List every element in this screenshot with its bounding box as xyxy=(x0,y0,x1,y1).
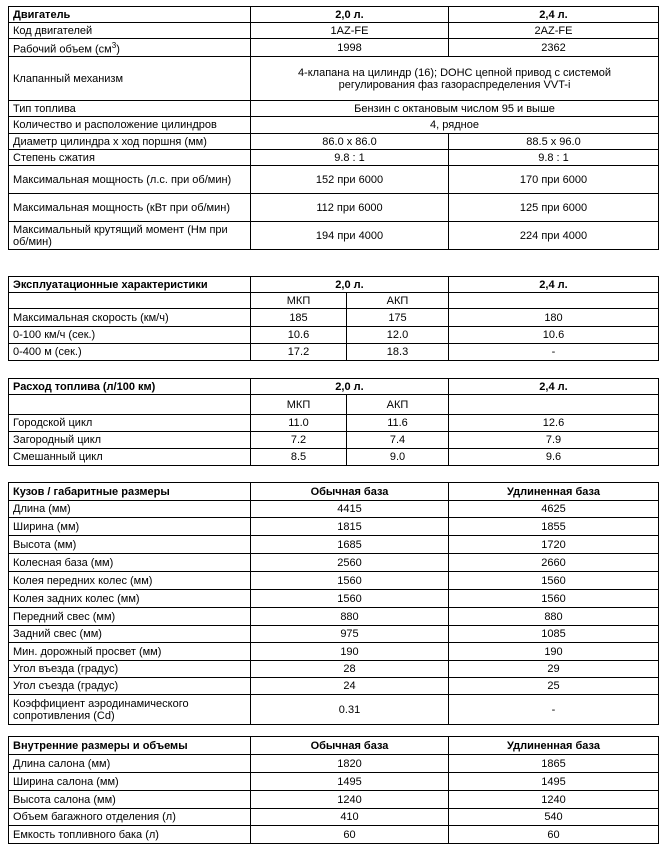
engine-table xyxy=(8,6,659,250)
table-header-row xyxy=(9,737,659,755)
row-label: Диаметр цилиндра х ход поршня (мм) xyxy=(9,134,251,150)
subheader-cell: АКП xyxy=(347,293,449,309)
row-label: 0-400 м (сек.) xyxy=(9,344,251,361)
cell: 0.31 xyxy=(251,695,449,725)
cell: 28 xyxy=(251,661,449,678)
cell: 1720 xyxy=(449,536,659,554)
cell: 10.6 xyxy=(449,327,659,344)
row-label: Колея передних колес (мм) xyxy=(9,572,251,590)
row-label: Коэффициент аэродинамического сопротивления (Cd) xyxy=(9,695,251,725)
cell: 17.2 xyxy=(251,344,347,361)
table-row xyxy=(9,309,659,327)
cell: 1560 xyxy=(449,590,659,608)
table-header-row xyxy=(9,483,659,501)
cell: 190 xyxy=(251,643,449,661)
table-row xyxy=(9,826,659,844)
cell: 4625 xyxy=(449,501,659,518)
cell: 1495 xyxy=(449,773,659,791)
row-label: Длина (мм) xyxy=(9,501,251,518)
table-row xyxy=(9,39,659,57)
table-row xyxy=(9,608,659,626)
header-cell: 2,0 л. xyxy=(251,379,449,395)
cell: 4415 xyxy=(251,501,449,518)
table-row xyxy=(9,222,659,250)
table-row xyxy=(9,415,659,432)
cell: 880 xyxy=(449,608,659,626)
cell: 190 xyxy=(449,643,659,661)
cell: 86.0 х 86.0 xyxy=(251,134,449,150)
row-label: Угол въезда (градус) xyxy=(9,661,251,678)
table-row xyxy=(9,809,659,826)
header-cell: Обычная база xyxy=(251,483,449,501)
table-row xyxy=(9,755,659,773)
row-label: Длина салона (мм) xyxy=(9,755,251,773)
cell: 29 xyxy=(449,661,659,678)
cell: 540 xyxy=(449,809,659,826)
cell: 9.6 xyxy=(449,449,659,466)
cell: 12.0 xyxy=(347,327,449,344)
header-cell: Расход топлива (л/100 км) xyxy=(9,379,251,395)
cell: 8.5 xyxy=(251,449,347,466)
row-label: Высота (мм) xyxy=(9,536,251,554)
header-cell: Эксплуатационные характеристики xyxy=(9,277,251,293)
cell: 1240 xyxy=(449,791,659,809)
table-row xyxy=(9,166,659,194)
cell: 125 при 6000 xyxy=(449,194,659,222)
table-row xyxy=(9,773,659,791)
cell xyxy=(449,395,659,415)
header-cell: 2,0 л. xyxy=(251,277,449,293)
subheader-cell: МКП xyxy=(251,293,347,309)
cell: 1560 xyxy=(251,590,449,608)
cell: - xyxy=(449,695,659,725)
cell: 1560 xyxy=(449,572,659,590)
row-label: Клапанный механизм xyxy=(9,57,251,101)
row-label: Тип топлива xyxy=(9,101,251,117)
cell: 1685 xyxy=(251,536,449,554)
cell xyxy=(9,395,251,415)
row-label xyxy=(9,39,251,57)
cell: 410 xyxy=(251,809,449,826)
cell: 1998 xyxy=(251,39,449,57)
table-row xyxy=(9,117,659,134)
cell: 25 xyxy=(449,678,659,695)
cell: 180 xyxy=(449,309,659,327)
subheader-cell: МКП xyxy=(251,395,347,415)
table-row xyxy=(9,432,659,449)
header-cell: 2,0 л. xyxy=(251,7,449,23)
cell: 975 xyxy=(251,626,449,643)
row-label: Загородный цикл xyxy=(9,432,251,449)
row-label: Смешанный цикл xyxy=(9,449,251,466)
cell xyxy=(449,293,659,309)
table-row xyxy=(9,518,659,536)
cell xyxy=(9,293,251,309)
label-text: ) xyxy=(116,43,120,56)
cell: 2AZ-FE xyxy=(449,23,659,39)
row-label: Максимальный крутящий момент (Нм при об/мин) xyxy=(9,222,251,250)
row-label: Объем багажного отделения (л) xyxy=(9,809,251,826)
table-row xyxy=(9,572,659,590)
row-label: Задний свес (мм) xyxy=(9,626,251,643)
cell: 170 при 6000 xyxy=(449,166,659,194)
cell: 2560 xyxy=(251,554,449,572)
cell: 4-клапана на цилиндр (16); DOHC цепной привод с системой регулирования фаз газораспределения VVT-i xyxy=(251,57,659,101)
header-cell: Кузов / габаритные размеры xyxy=(9,483,251,501)
cell: 11.6 xyxy=(347,415,449,432)
cell: 10.6 xyxy=(251,327,347,344)
table-row xyxy=(9,23,659,39)
superscript: 3 xyxy=(111,40,117,50)
cell: 9.0 xyxy=(347,449,449,466)
cell: 175 xyxy=(347,309,449,327)
table-row xyxy=(9,150,659,166)
interior-table xyxy=(8,736,659,844)
performance-table xyxy=(8,276,659,361)
table-row xyxy=(9,501,659,518)
cell: 1AZ-FE xyxy=(251,23,449,39)
table-row xyxy=(9,101,659,117)
row-label: Передний свес (мм) xyxy=(9,608,251,626)
row-label: Максимальная мощность (кВт при об/мин) xyxy=(9,194,251,222)
cell: 1240 xyxy=(251,791,449,809)
row-label: Максимальная скорость (км/ч) xyxy=(9,309,251,327)
header-cell: 2,4 л. xyxy=(449,379,659,395)
cell: 9.8 : 1 xyxy=(251,150,449,166)
cell: 185 xyxy=(251,309,347,327)
table-row xyxy=(9,791,659,809)
cell: 1855 xyxy=(449,518,659,536)
row-label: Угол съезда (градус) xyxy=(9,678,251,695)
subheader-cell: АКП xyxy=(347,395,449,415)
table-row xyxy=(9,643,659,661)
row-label: Колесная база (мм) xyxy=(9,554,251,572)
label-text: Рабочий объем (см xyxy=(13,43,112,56)
cell: 152 при 6000 xyxy=(251,166,449,194)
row-label: 0-100 км/ч (сек.) xyxy=(9,327,251,344)
cell: Бензин с октановым числом 95 и выше xyxy=(251,101,659,117)
cell: 12.6 xyxy=(449,415,659,432)
header-cell: Внутренние размеры и объемы xyxy=(9,737,251,755)
row-label: Городской цикл xyxy=(9,415,251,432)
header-cell: Двигатель xyxy=(9,7,251,23)
header-cell: Удлиненная база xyxy=(449,737,659,755)
cell: 1820 xyxy=(251,755,449,773)
cell: 18.3 xyxy=(347,344,449,361)
cell: 1815 xyxy=(251,518,449,536)
cell: 224 при 4000 xyxy=(449,222,659,250)
cell: 1495 xyxy=(251,773,449,791)
table-row xyxy=(9,661,659,678)
row-label: Ширина (мм) xyxy=(9,518,251,536)
header-cell: 2,4 л. xyxy=(449,277,659,293)
cell: - xyxy=(449,344,659,361)
header-cell: 2,4 л. xyxy=(449,7,659,23)
table-row xyxy=(9,344,659,361)
cell: 9.8 : 1 xyxy=(449,150,659,166)
cell: 1560 xyxy=(251,572,449,590)
table-row xyxy=(9,327,659,344)
cell: 88.5 х 96.0 xyxy=(449,134,659,150)
row-label: Емкость топливного бака (л) xyxy=(9,826,251,844)
body-table xyxy=(8,482,659,725)
consumption-table xyxy=(8,378,659,466)
table-subheader-row xyxy=(9,293,659,309)
cell: 1085 xyxy=(449,626,659,643)
table-header-row xyxy=(9,379,659,395)
row-label: Колея задних колес (мм) xyxy=(9,590,251,608)
table-subheader-row xyxy=(9,395,659,415)
table-header-row xyxy=(9,7,659,23)
table-header-row xyxy=(9,277,659,293)
table-row xyxy=(9,554,659,572)
row-label: Количество и расположение цилиндров xyxy=(9,117,251,134)
cell: 24 xyxy=(251,678,449,695)
cell: 112 при 6000 xyxy=(251,194,449,222)
row-label: Степень сжатия xyxy=(9,150,251,166)
table-row xyxy=(9,194,659,222)
row-label: Максимальная мощность (л.с. при об/мин) xyxy=(9,166,251,194)
cell: 7.4 xyxy=(347,432,449,449)
cell: 2362 xyxy=(449,39,659,57)
cell: 11.0 xyxy=(251,415,347,432)
row-label: Ширина салона (мм) xyxy=(9,773,251,791)
table-row xyxy=(9,695,659,725)
cell: 60 xyxy=(251,826,449,844)
cell: 60 xyxy=(449,826,659,844)
cell: 7.9 xyxy=(449,432,659,449)
row-label: Мин. дорожный просвет (мм) xyxy=(9,643,251,661)
cell: 4, рядное xyxy=(251,117,659,134)
table-row xyxy=(9,449,659,466)
table-row xyxy=(9,57,659,101)
table-row xyxy=(9,626,659,643)
cell: 2660 xyxy=(449,554,659,572)
header-cell: Обычная база xyxy=(251,737,449,755)
cell: 880 xyxy=(251,608,449,626)
table-row xyxy=(9,678,659,695)
cell: 194 при 4000 xyxy=(251,222,449,250)
table-row xyxy=(9,590,659,608)
table-row xyxy=(9,134,659,150)
header-cell: Удлиненная база xyxy=(449,483,659,501)
row-label: Код двигателей xyxy=(9,23,251,39)
cell: 7.2 xyxy=(251,432,347,449)
table-row xyxy=(9,536,659,554)
cell: 1865 xyxy=(449,755,659,773)
row-label: Высота салона (мм) xyxy=(9,791,251,809)
